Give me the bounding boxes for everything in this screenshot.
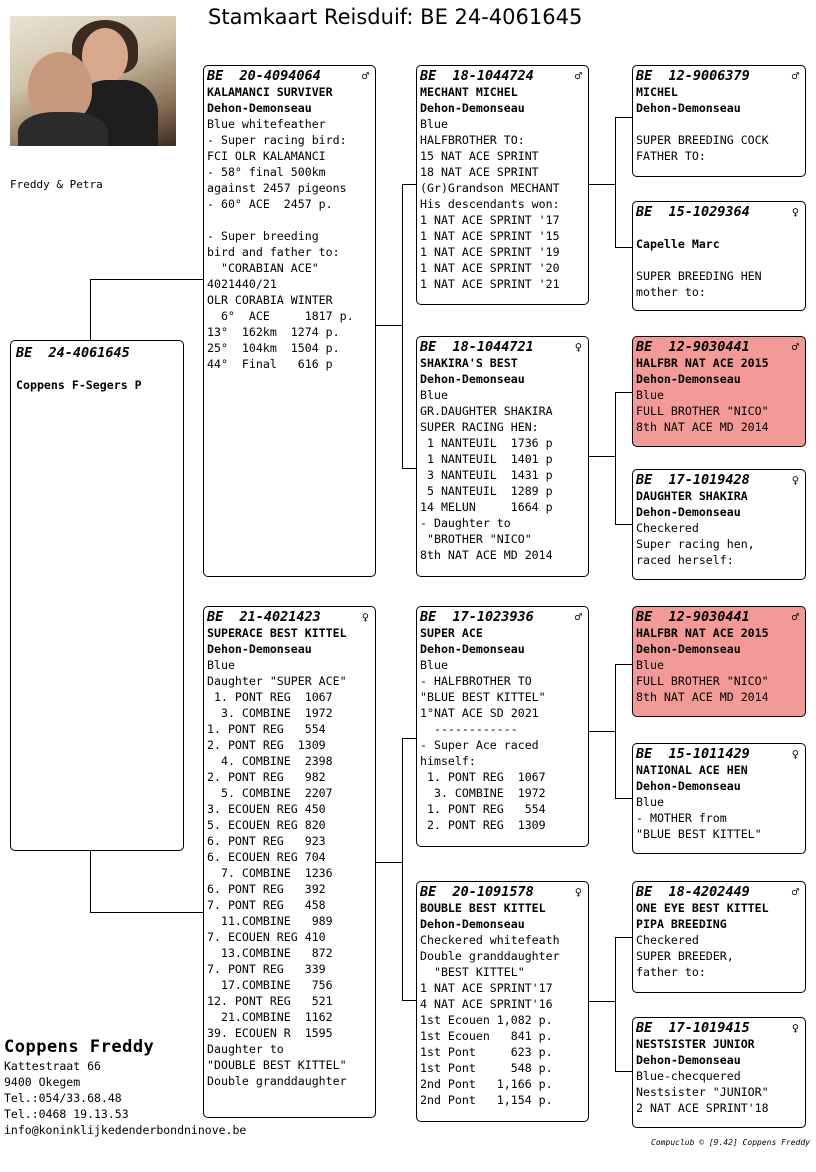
ring-number [207, 68, 372, 84]
pedigree-info-line: 44° Final 616 p [207, 357, 333, 371]
pedigree-info-line: 15 NAT ACE SPRINT [420, 149, 539, 163]
pedigree-card-dam-dam [416, 881, 589, 1122]
pedigree-info-line: 1 NANTEUIL 1401 p [420, 452, 553, 466]
ring-number-text: BE 18-4202449 [636, 884, 750, 900]
pedigree-info-line: GR.DAUGHTER SHAKIRA [420, 404, 553, 418]
pedigree-info-line: Daughter "SUPER ACE" [207, 674, 347, 688]
pedigree-info-line: himself: [420, 754, 476, 768]
pedigree-info-line: 1. PONT REG 1067 [420, 770, 546, 784]
breeder-name: Dehon-Demonseau [636, 642, 741, 656]
connector-line [402, 1000, 417, 1001]
male-symbol-icon: ♂ [574, 610, 582, 624]
pedigree-info-line: - Daughter to [420, 516, 511, 530]
breeder-name: Dehon-Demonseau [207, 642, 312, 656]
pedigree-info-line: "CORABIAN ACE" [207, 261, 319, 275]
owner-phone: Tel.:054/33.68.48 [4, 1091, 122, 1105]
ring-number [636, 339, 802, 355]
breeder-name: Dehon-Demonseau [420, 101, 525, 115]
pedigree-info-line: 17.COMBINE 756 [207, 978, 333, 992]
connector-line [615, 664, 616, 798]
pedigree-info-line: FCI OLR KALAMANCI [207, 149, 326, 163]
pedigree-info-line: Checkered whitefeath [420, 933, 560, 947]
owner-mobile: Tel.:0468 19.13.53 [4, 1107, 129, 1121]
male-symbol-icon: ♂ [361, 69, 369, 83]
ring-number-text: BE 12-9030441 [636, 339, 750, 355]
female-symbol-icon: ♀ [791, 747, 799, 761]
pedigree-info-line: 8th NAT ACE MD 2014 [636, 420, 769, 434]
pedigree-info-line: raced herself: [636, 553, 734, 567]
pedigree-info-line: - Super racing bird: [207, 133, 347, 147]
ring-number-text: BE 20-1091578 [420, 884, 534, 900]
pedigree-info-line: 1 NAT ACE SPRINT '19 [420, 245, 560, 259]
pedigree-info-line: 25° 104km 1504 p. [207, 341, 340, 355]
pedigree-info-line: 2 NAT ACE SPRINT'18 [636, 1101, 769, 1115]
pedigree-info-line: SUPER BREEDING COCK [636, 133, 769, 147]
pedigree-info-line: "DOUBLE BEST KITTEL" [207, 1058, 347, 1072]
pedigree-info-line: 1 NAT ACE SPRINT'17 [420, 981, 553, 995]
ring-number-text: BE 18-1044721 [420, 339, 534, 355]
ring-number [636, 884, 802, 900]
pedigree-info-line: - 58° final 500km [207, 165, 326, 179]
breeder-name: Dehon-Demonseau [636, 779, 741, 793]
pigeon-name: NESTSISTER JUNIOR [636, 1037, 755, 1051]
pedigree-info-line: 2. PONT REG 1309 [420, 818, 546, 832]
pedigree-info-line: 13° 162km 1274 p. [207, 325, 340, 339]
pedigree-info-line: 8th NAT ACE MD 2014 [420, 548, 553, 562]
pigeon-name: MICHEL [636, 85, 678, 99]
connector-line [615, 117, 633, 118]
pedigree-info-line: father to: [636, 965, 706, 979]
pedigree-info-line: 1 NAT ACE SPRINT '21 [420, 277, 560, 291]
pedigree-info-line: 2nd Pont 1,154 p. [420, 1093, 553, 1107]
pigeon-name: SHAKIRA'S BEST [420, 356, 518, 370]
breeder-name: Dehon-Demonseau [420, 917, 525, 931]
pedigree-info-line: 1 NAT ACE SPRINT '15 [420, 229, 560, 243]
connector-line [589, 456, 615, 457]
breeder-name: Dehon-Demonseau [636, 505, 741, 519]
pedigree-info-line: SUPER RACING HEN: [420, 420, 539, 434]
photo-caption: Freddy & Petra [10, 178, 103, 191]
pedigree-info-line: 21.COMBINE 1162 [207, 1010, 333, 1024]
connector-line [402, 184, 403, 468]
pedigree-info-line: 1 NANTEUIL 1736 p [420, 436, 553, 450]
pedigree-info-line: 1 NAT ACE SPRINT '17 [420, 213, 560, 227]
male-symbol-icon: ♂ [574, 69, 582, 83]
ring-number [420, 339, 585, 355]
pigeon-name: MECHANT MICHEL [420, 85, 518, 99]
pedigree-info-line: 5. COMBINE 2207 [207, 786, 333, 800]
breeder-name: Dehon-Demonseau [636, 372, 741, 386]
connector-line [376, 325, 402, 326]
pedigree-info-line: 3. ECOUEN REG 450 [207, 802, 326, 816]
pedigree-info-line: - 60° ACE 2457 p. [207, 197, 333, 211]
pedigree-info-line: ------------ [420, 722, 518, 736]
pedigree-info-line: Blue [636, 388, 664, 402]
pedigree-info-line: 6. PONT REG 392 [207, 882, 326, 896]
breeder-name: Dehon-Demonseau [207, 101, 312, 115]
subject-ring: BE 24-4061645 [16, 345, 130, 361]
connector-line [402, 468, 417, 469]
ring-number-text: BE 15-1029364 [636, 204, 750, 220]
connector-line [402, 738, 403, 1000]
pedigree-info-line: 12. PONT REG 521 [207, 994, 333, 1008]
pedigree-info-line: 8th NAT ACE MD 2014 [636, 690, 769, 704]
pedigree-info-line: 2. PONT REG 982 [207, 770, 326, 784]
pedigree-card-ddd [632, 1017, 806, 1128]
breeder-name: Dehon-Demonseau [636, 101, 741, 115]
female-symbol-icon: ♀ [361, 610, 369, 624]
pedigree-info-line: 3 NANTEUIL 1431 p [420, 468, 553, 482]
owner-name: Coppens Freddy [4, 1037, 155, 1057]
ring-number [636, 746, 802, 762]
subject-card [10, 340, 184, 851]
pedigree-card-sire-dam [416, 336, 589, 577]
pedigree-info-line [207, 212, 372, 228]
pedigree-info-line: 7. PONT REG 458 [207, 898, 326, 912]
owner-email: info@koninklijkedenderbondninove.be [4, 1123, 247, 1137]
pedigree-info-line: - MOTHER from [636, 811, 727, 825]
page-title: Stamkaart Reisduif: BE 24-4061645 [208, 5, 583, 29]
subject-owner: Coppens F-Segers P [16, 378, 142, 392]
owner-block [4, 1036, 246, 1138]
owner-city: 9400 Okegem [4, 1075, 81, 1089]
pedigree-info-line: 4021440/21 [207, 277, 277, 291]
female-symbol-icon: ♀ [791, 473, 799, 487]
ring-number [636, 204, 802, 220]
pedigree-info-line: 3. COMBINE 1972 [420, 786, 546, 800]
owner-photo [10, 16, 176, 146]
pedigree-info-line: 1°NAT ACE SD 2021 [420, 706, 539, 720]
pedigree-info-line: SUPER BREEDING HEN [636, 269, 762, 283]
pedigree-info-line: Double granddaughter [207, 1074, 347, 1088]
breeder-name: PIPA BREEDING [636, 917, 727, 931]
pedigree-info-line: - Super breeding [207, 229, 319, 243]
pedigree-info-line: "BEST KITTEL" [420, 965, 525, 979]
female-symbol-icon: ♀ [791, 1021, 799, 1035]
pedigree-card-sdd [632, 469, 806, 580]
connector-line [615, 664, 633, 665]
pedigree-info-line: 5 NANTEUIL 1289 p [420, 484, 553, 498]
pedigree-info-line: "BLUE BEST KITTEL" [636, 827, 762, 841]
pedigree-info-line: His descendants won: [420, 197, 560, 211]
connector-line [615, 524, 633, 525]
ring-number [420, 68, 585, 84]
pedigree-info-line: "BROTHER "NICO" [420, 532, 532, 546]
ring-number-text: BE 15-1011429 [636, 746, 750, 762]
pedigree-info-line: Blue [420, 388, 448, 402]
pedigree-info-line: Daughter to [207, 1042, 284, 1056]
pedigree-info-line: 2. PONT REG 1309 [207, 738, 326, 752]
connector-line [615, 937, 616, 1071]
pedigree-info-line: against 2457 pigeons [207, 181, 347, 195]
breeder-name: Dehon-Demonseau [420, 372, 525, 386]
pedigree-card-dam-sire [416, 606, 589, 847]
pigeon-name: SUPERACE BEST KITTEL [207, 626, 347, 640]
male-symbol-icon: ♂ [791, 340, 799, 354]
pedigree-info-line: 7. ECOUEN REG 410 [207, 930, 326, 944]
pedigree-info-line: "BLUE BEST KITTEL" [420, 690, 546, 704]
pigeon-name: DAUGHTER SHAKIRA [636, 489, 748, 503]
male-symbol-icon: ♂ [791, 69, 799, 83]
pedigree-card-dsd [632, 743, 806, 854]
pedigree-info-line: Checkered [636, 933, 699, 947]
pedigree-info-line: 6. PONT REG 923 [207, 834, 326, 848]
pedigree-info-line: Blue whitefeather [207, 117, 326, 131]
pedigree-info-line: 5. ECOUEN REG 820 [207, 818, 326, 832]
pedigree-card-sss [632, 65, 806, 177]
ring-number-text: BE 20-4094064 [207, 68, 321, 84]
pedigree-info-line: Checkered [636, 521, 699, 535]
pedigree-info-line: Blue [636, 658, 664, 672]
pedigree-info-line: Nestsister "JUNIOR" [636, 1085, 769, 1099]
connector-line [589, 184, 615, 185]
ring-number [636, 472, 802, 488]
ring-number [207, 609, 372, 625]
pedigree-info-line: Super racing hen, [636, 537, 755, 551]
pedigree-card-sire-sire [416, 65, 589, 305]
connector-line [90, 912, 204, 913]
breeder-name: Capelle Marc [636, 237, 720, 251]
pedigree-card-sds [632, 336, 806, 447]
pedigree-info-line: 1st Pont 548 p. [420, 1061, 553, 1075]
pedigree-info-line: 1st Ecouen 841 p. [420, 1029, 553, 1043]
pedigree-info-line: Blue [207, 658, 235, 672]
connector-line [589, 1001, 615, 1002]
connector-line [615, 798, 633, 799]
connector-line [615, 392, 616, 524]
ring-number-text: BE 17-1019428 [636, 472, 750, 488]
pedigree-info-line: 6° ACE 1817 p. [207, 309, 354, 323]
pedigree-info-line: 1. PONT REG 554 [420, 802, 546, 816]
pedigree-info-line: OLR CORABIA WINTER [207, 293, 333, 307]
pedigree-info-line: Blue [636, 795, 664, 809]
pedigree-info-line: 14 MELUN 1664 p [420, 500, 553, 514]
pedigree-info-line: 1 NAT ACE SPRINT '20 [420, 261, 560, 275]
pedigree-info-line: - HALFBROTHER TO [420, 674, 532, 688]
pedigree-info-line: Double granddaughter [420, 949, 560, 963]
pedigree-info-line: - Super Ace raced [420, 738, 539, 752]
pedigree-info-line: HALFBROTHER TO: [420, 133, 525, 147]
pedigree-info-line: Blue [420, 658, 448, 672]
pigeon-name: NATIONAL ACE HEN [636, 763, 748, 777]
pedigree-info-line: bird and father to: [207, 245, 340, 259]
female-symbol-icon: ♀ [574, 340, 582, 354]
pedigree-info-line: Blue-checquered [636, 1069, 741, 1083]
pedigree-card-dds [632, 881, 806, 993]
pedigree-info-line [636, 116, 802, 132]
pedigree-info-line: 1st Pont 623 p. [420, 1045, 553, 1059]
pedigree-info-line: 1. PONT REG 1067 [207, 690, 333, 704]
connector-line [402, 184, 417, 185]
pedigree-info-line: 1. PONT REG 554 [207, 722, 326, 736]
pedigree-info-line: 3. COMBINE 1972 [207, 706, 333, 720]
pedigree-info-line: 7. COMBINE 1236 [207, 866, 333, 880]
connector-line [90, 850, 91, 912]
connector-line [615, 937, 633, 938]
pedigree-card-sire [203, 65, 376, 577]
ring-number-text: BE 21-4021423 [207, 609, 321, 625]
connector-line [90, 279, 91, 341]
female-symbol-icon: ♀ [574, 885, 582, 899]
pedigree-info-line: (Gr)Grandson MECHANT [420, 181, 560, 195]
pigeon-name [636, 220, 802, 236]
pedigree-info-line: FULL BROTHER "NICO" [636, 674, 769, 688]
connector-line [615, 392, 633, 393]
ring-number-text: BE 12-9006379 [636, 68, 750, 84]
pedigree-info-line [636, 252, 802, 268]
pigeon-name: KALAMANCI SURVIVER [207, 85, 333, 99]
pedigree-info-line: 6. ECOUEN REG 704 [207, 850, 326, 864]
pedigree-info-line: 39. ECOUEN R 1595 [207, 1026, 333, 1040]
pedigree-info-line: 1st Ecouen 1,082 p. [420, 1013, 553, 1027]
pigeon-name: HALFBR NAT ACE 2015 [636, 356, 769, 370]
connector-line [615, 247, 633, 248]
pedigree-info-line: 11.COMBINE 989 [207, 914, 333, 928]
female-symbol-icon: ♀ [791, 205, 799, 219]
ring-number-text: BE 17-1023936 [420, 609, 534, 625]
owner-address: Kattestraat 66 [4, 1059, 101, 1073]
pedigree-info-line: FATHER TO: [636, 149, 706, 163]
pigeon-name: ONE EYE BEST KITTEL [636, 901, 769, 915]
pigeon-name: SUPER ACE [420, 626, 483, 640]
pedigree-info-line: SUPER BREEDER, [636, 949, 734, 963]
pedigree-info-line: Blue [420, 117, 448, 131]
pedigree-info-line: mother to: [636, 285, 706, 299]
pedigree-info-line: 13.COMBINE 872 [207, 946, 333, 960]
connector-line [589, 731, 615, 732]
pedigree-info-line: 4 NAT ACE SPRINT'16 [420, 997, 553, 1011]
pigeon-name: HALFBR NAT ACE 2015 [636, 626, 769, 640]
connector-line [90, 279, 204, 280]
ring-number-text: BE 18-1044724 [420, 68, 534, 84]
male-symbol-icon: ♂ [791, 610, 799, 624]
pedigree-info-line: 4. COMBINE 2398 [207, 754, 333, 768]
connector-line [615, 1071, 633, 1072]
ring-number [636, 68, 802, 84]
male-symbol-icon: ♂ [791, 885, 799, 899]
ring-number-text: BE 12-9030441 [636, 609, 750, 625]
pigeon-name: BOUBLE BEST KITTEL [420, 901, 546, 915]
pedigree-info-line: FULL BROTHER "NICO" [636, 404, 769, 418]
connector-line [615, 117, 616, 247]
connector-line [402, 738, 417, 739]
ring-number [636, 1020, 802, 1036]
ring-number [420, 609, 585, 625]
pedigree-info-line: 18 NAT ACE SPRINT [420, 165, 539, 179]
pedigree-info-line: 2nd Pont 1,166 p. [420, 1077, 553, 1091]
connector-line [376, 862, 402, 863]
breeder-name: Dehon-Demonseau [636, 1053, 741, 1067]
breeder-name: Dehon-Demonseau [420, 642, 525, 656]
footer-credit: Compuclub © [9.42] Coppens Freddy [651, 1138, 810, 1147]
ring-number-text: BE 17-1019415 [636, 1020, 750, 1036]
pedigree-info-line: 7. PONT REG 339 [207, 962, 326, 976]
ring-number [636, 609, 802, 625]
ring-number [420, 884, 585, 900]
pedigree-card-ssd [632, 201, 806, 311]
pedigree-card-dss [632, 606, 806, 717]
